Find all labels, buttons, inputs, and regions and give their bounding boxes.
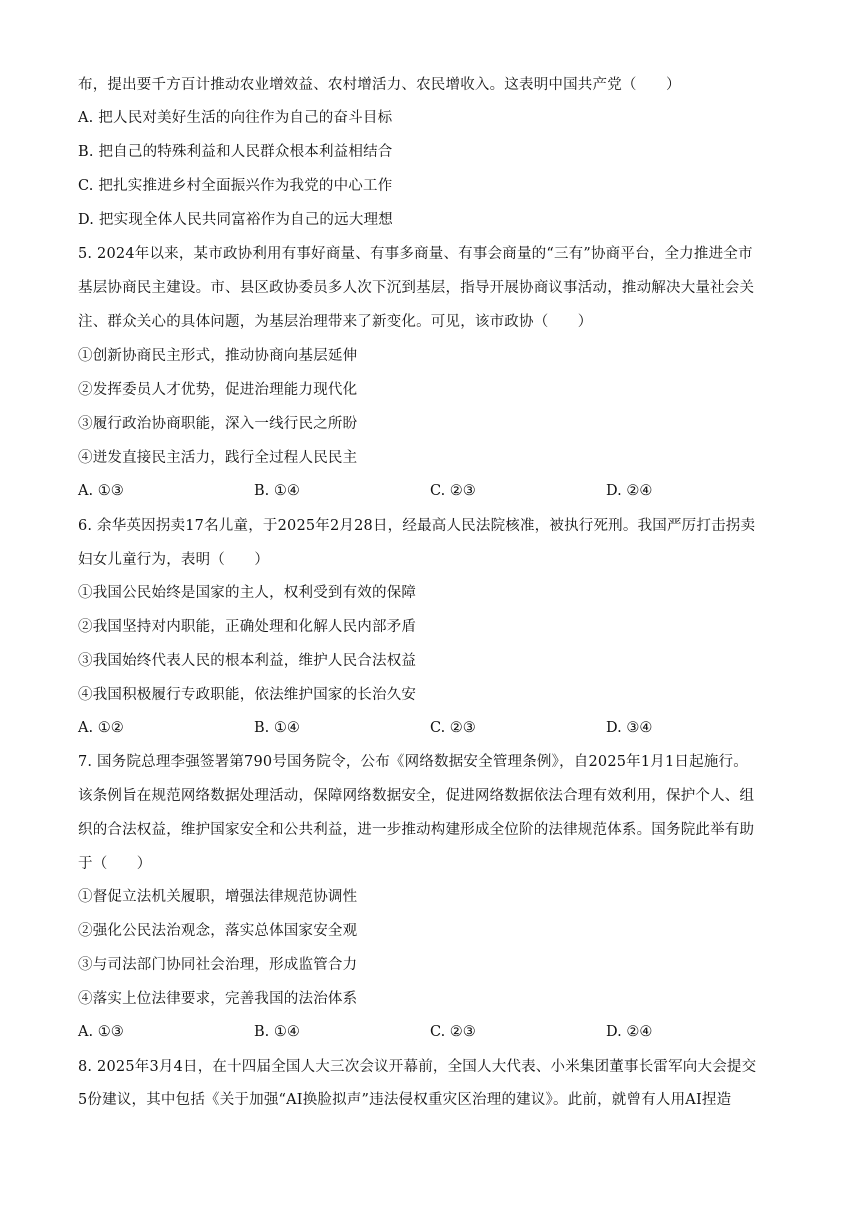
q4-stem-line: 布，提出要千方百计推动农业增效益、农村增活力、农民增收入。这表明中国共产党（ ） (78, 77, 681, 93)
q7-choice-a: A. ①③ (78, 1024, 124, 1040)
q6-item-1: ①我国公民始终是国家的主人，权利受到有效的保障 (78, 585, 417, 601)
q5-choice-d: D. ②④ (606, 483, 653, 499)
q4-option-a: A. 把人民对美好生活的向往作为自己的奋斗目标 (78, 110, 393, 126)
q8-stem-line: 8. 2025年3月4日，在十四届全国人大三次会议开幕前，全国人大代表、小米集团董事长雷军向大会提交 (78, 1059, 757, 1075)
q7-stem-line: 该条例旨在规范网络数据处理活动，保障网络数据安全，促进网络数据依法合理有效利用，保护个人、组 (78, 788, 755, 804)
q4-option-d: D. 把实现全体人民共同富裕作为自己的远大理想 (78, 212, 393, 228)
q7-stem-line: 7. 国务院总理李强签署第790号国务院令，公布《网络数据安全管理条例》，自2025年1月1日起施行。 (78, 754, 748, 770)
q7-item-2: ②强化公民法治观念，落实总体国家安全观 (78, 923, 358, 939)
q6-stem-line: 妇女儿童行为，表明（ ） (78, 552, 270, 568)
q6-item-2: ②我国坚持对内职能，正确处理和化解人民内部矛盾 (78, 619, 417, 635)
q5-choice-b: B. ①④ (254, 483, 300, 499)
q4-option-c: C. 把扎实推进乡村全面振兴作为我党的中心工作 (78, 178, 393, 194)
q6-choice-d: D. ③④ (606, 720, 653, 736)
q6-stem-line: 6. 余华英因拐卖17名儿童，于2025年2月28日，经最高人民法院核准，被执行死刑。我国严厉打击拐卖 (78, 518, 756, 534)
q8-stem-line: 5份建议，其中包括《关于加强“AI换脸拟声”违法侵权重灾区治理的建议》。此前，就曾有人用AI捏造 (78, 1092, 732, 1108)
q5-stem-line: 注、群众关心的具体问题，为基层治理带来了新变化。可见，该市政协（ ） (78, 314, 593, 330)
q7-item-3: ③与司法部门协同社会治理，形成监管合力 (78, 957, 358, 973)
q6-choice-a: A. ①② (78, 720, 124, 736)
q7-stem-line: 织的合法权益，维护国家安全和公共利益，进一步推动构建形成全位阶的法律规范体系。国务院此举有助 (78, 822, 755, 838)
q5-item-1: ①创新协商民主形式，推动协商向基层延伸 (78, 348, 358, 364)
q6-choice-b: B. ①④ (254, 720, 300, 736)
q5-item-3: ③履行政治协商职能，深入一线行民之所盼 (78, 416, 358, 432)
q7-stem-line: 于（ ） (78, 856, 152, 872)
q5-choice-a: A. ①③ (78, 483, 124, 499)
q5-choice-c: C. ②③ (430, 483, 476, 499)
q4-option-b: B. 把自己的特殊利益和人民群众根本利益相结合 (78, 144, 393, 160)
q5-item-2: ②发挥委员人才优势，促进治理能力现代化 (78, 382, 358, 398)
q5-stem-line: 5. 2024年以来，某市政协利用有事好商量、有事多商量、有事会商量的“三有”协商平台，全力推进全市 (78, 246, 753, 262)
q7-item-1: ①督促立法机关履职，增强法律规范协调性 (78, 889, 358, 905)
q5-item-4: ④迸发直接民主活力，践行全过程人民民主 (78, 450, 358, 466)
q7-choice-b: B. ①④ (254, 1024, 300, 1040)
q6-item-3: ③我国始终代表人民的根本利益，维护人民合法权益 (78, 653, 417, 669)
q7-choice-d: D. ②④ (606, 1024, 653, 1040)
q5-stem-line: 基层协商民主建设。市、县区政协委员多人次下沉到基层，指导开展协商议事活动，推动解决大量社会关 (78, 280, 755, 296)
q6-choice-c: C. ②③ (430, 720, 476, 736)
q7-choice-c: C. ②③ (430, 1024, 476, 1040)
q7-item-4: ④落实上位法律要求，完善我国的法治体系 (78, 991, 358, 1007)
q6-item-4: ④我国积极履行专政职能，依法维护国家的长治久安 (78, 687, 417, 703)
